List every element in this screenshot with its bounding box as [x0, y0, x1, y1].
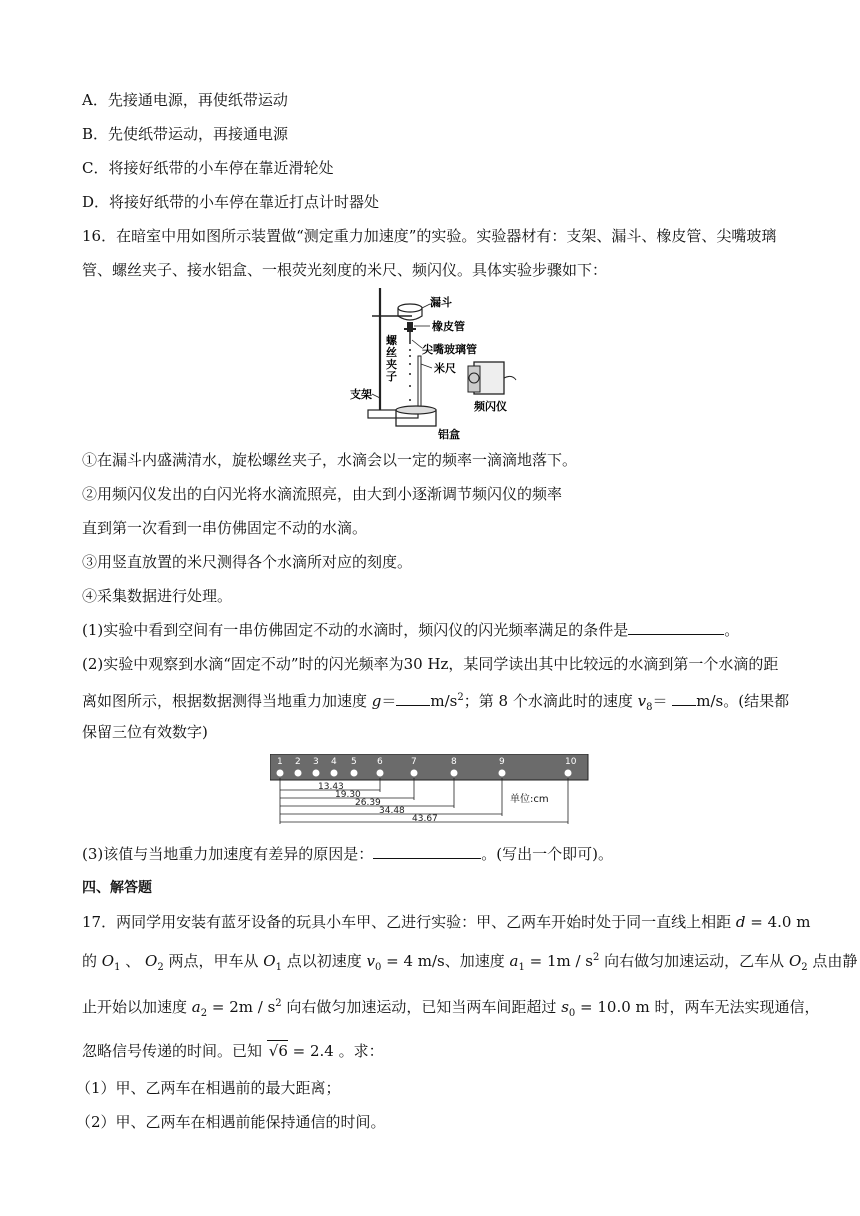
distance-label: 43.67 [412, 814, 438, 824]
funnel-body [398, 308, 422, 320]
drop-label: 6 [377, 757, 383, 767]
drop-label: 2 [295, 757, 301, 767]
drop-dot [499, 770, 506, 777]
q17-sub2: （2）甲、乙两车在相遇前能保持通信的时间。 [76, 1113, 386, 1131]
drop-dot [565, 770, 572, 777]
label-strobe: 频闪仪 [474, 400, 507, 413]
drop-label: 9 [499, 757, 505, 767]
answer-blank-g[interactable] [396, 691, 430, 706]
q16-part2-line2: 离如图所示，根据数据测得当地重力加速度 $g= m/s^2$；第 8 个水滴此时的速度 $v_8= m/s$。(结果都 [82, 692, 790, 713]
q16-step4: ④采集数据进行处理。 [82, 587, 233, 605]
answer-blank-v8[interactable] [672, 691, 696, 706]
label-box: 铝盒 [438, 428, 460, 441]
drop-dot [451, 770, 458, 777]
q16-step1: ①在漏斗内盛满清水，旋松螺丝夹子，水滴会以一定的频率一滴滴地落下。 [82, 451, 578, 469]
answer-blank-3[interactable] [373, 844, 481, 859]
funnel-top [398, 304, 422, 312]
drops-ruler-figure [270, 754, 590, 830]
svg-text:螺: 螺 [386, 334, 397, 347]
label-stand: 支架 [350, 388, 372, 401]
distance-label: 13.43 [318, 782, 344, 792]
drop-label: 3 [313, 757, 319, 767]
drop-label: 7 [411, 757, 417, 767]
unit-label: 单位:cm [510, 794, 549, 805]
label-clamp [386, 333, 398, 383]
option-a: A．先接通电源，再使纸带运动 [82, 91, 288, 109]
ruler [418, 356, 421, 410]
q16-part1: (1)实验中看到空间有一串仿佛固定不动的水滴时，频闪仪的闪光频率满足的条件是 。 [82, 621, 740, 639]
drop-label: 5 [351, 757, 357, 767]
drop-label: 4 [331, 757, 337, 767]
rubber-tube [407, 322, 413, 332]
q17-line4: 忽略信号传递的时间。已知 √6 = 2.4 。求： [82, 1042, 384, 1060]
option-b: B．先使纸带运动，再接通电源 [82, 125, 289, 143]
q17-line1: 17．两同学用安装有蓝牙设备的玩具小车甲、乙进行实验：甲、乙两车开始时处于同一直线上相距 d = 4.0 m [82, 913, 811, 931]
q16-intro-line1: 16．在暗室中用如图所示装置做“测定重力加速度”的实验。实验器材有：支架、漏斗、橡皮管、尖嘴玻璃 [82, 227, 777, 245]
drop-label: 10 [565, 757, 577, 767]
q16-step3: ③用竖直放置的米尺测得各个水滴所对应的刻度。 [82, 553, 413, 571]
q16-step2b: 直到第一次看到一串仿佛固定不动的水滴。 [82, 519, 368, 537]
option-c: C．将接好纸带的小车停在靠近滑轮处 [82, 159, 334, 177]
distance-label: 26.39 [355, 798, 381, 808]
q16-part3: (3)该值与当地重力加速度有差异的原因是： 。(写出一个即可)。 [82, 845, 613, 863]
label-ruler: 米尺 [434, 362, 456, 375]
drop-dot [351, 770, 358, 777]
distance-label: 34.48 [379, 806, 405, 816]
section-heading: 四、解答题 [82, 880, 152, 896]
drop-dot [331, 770, 338, 777]
sqrt-symbol: √6 [268, 1042, 288, 1060]
q17-sub1: （1）甲、乙两车在相遇前的最大距离； [76, 1079, 341, 1097]
answer-blank-1[interactable] [628, 620, 724, 635]
q16-step2a: ②用频闪仪发出的白闪光将水滴流照亮，由大到小逐渐调节频闪仪的频率 [82, 485, 563, 503]
apparatus-figure [350, 286, 520, 446]
svg-text:子: 子 [386, 370, 397, 383]
q16-part2-line3: 保留三位有效数字) [82, 723, 208, 741]
svg-text:丝: 丝 [386, 346, 397, 359]
q17-line3: 止开始以加速度 $a_2 = 2m / s^2$ 向右做匀加速运动，已知当两车间距超过 $s_0 = 10.0$ m 时，两车无法实现通信， [82, 998, 820, 1019]
drop-dot [411, 770, 418, 777]
drop-dot [377, 770, 384, 777]
label-glass-tube: 尖嘴玻璃管 [422, 343, 477, 356]
drop-dot [277, 770, 284, 777]
drop-label: 1 [277, 757, 283, 767]
q16-part2-line1: (2)实验中观察到水滴“固定不动”时的闪光频率为30 Hz，某同学读出其中比较远的水滴到第一个水滴的距 [82, 655, 779, 673]
svg-text:夹: 夹 [386, 358, 397, 371]
label-funnel: 漏斗 [430, 296, 452, 309]
q17-line2: 的 $O_1$ 、 $O_2$ 两点，甲车从 $O_1$ 点以初速度 $v_0 = 4$ m/s、加速度 $a_1 = 1m / s^2$ 向右做匀加速运动，乙车从 $O_2$ 点由静 [82, 952, 858, 973]
drop-dot [313, 770, 320, 777]
drop-dot [295, 770, 302, 777]
q16-intro-line2: 管、螺丝夹子、接水铝盒、一根荧光刻度的米尺、频闪仪。具体实验步骤如下： [82, 261, 608, 279]
label-rubber-tube: 橡皮管 [432, 320, 465, 333]
distance-label: 19.30 [335, 790, 361, 800]
water-drops [409, 349, 411, 401]
option-d: D．将接好纸带的小车停在靠近打点计时器处 [82, 193, 380, 211]
drop-label: 8 [451, 757, 457, 767]
